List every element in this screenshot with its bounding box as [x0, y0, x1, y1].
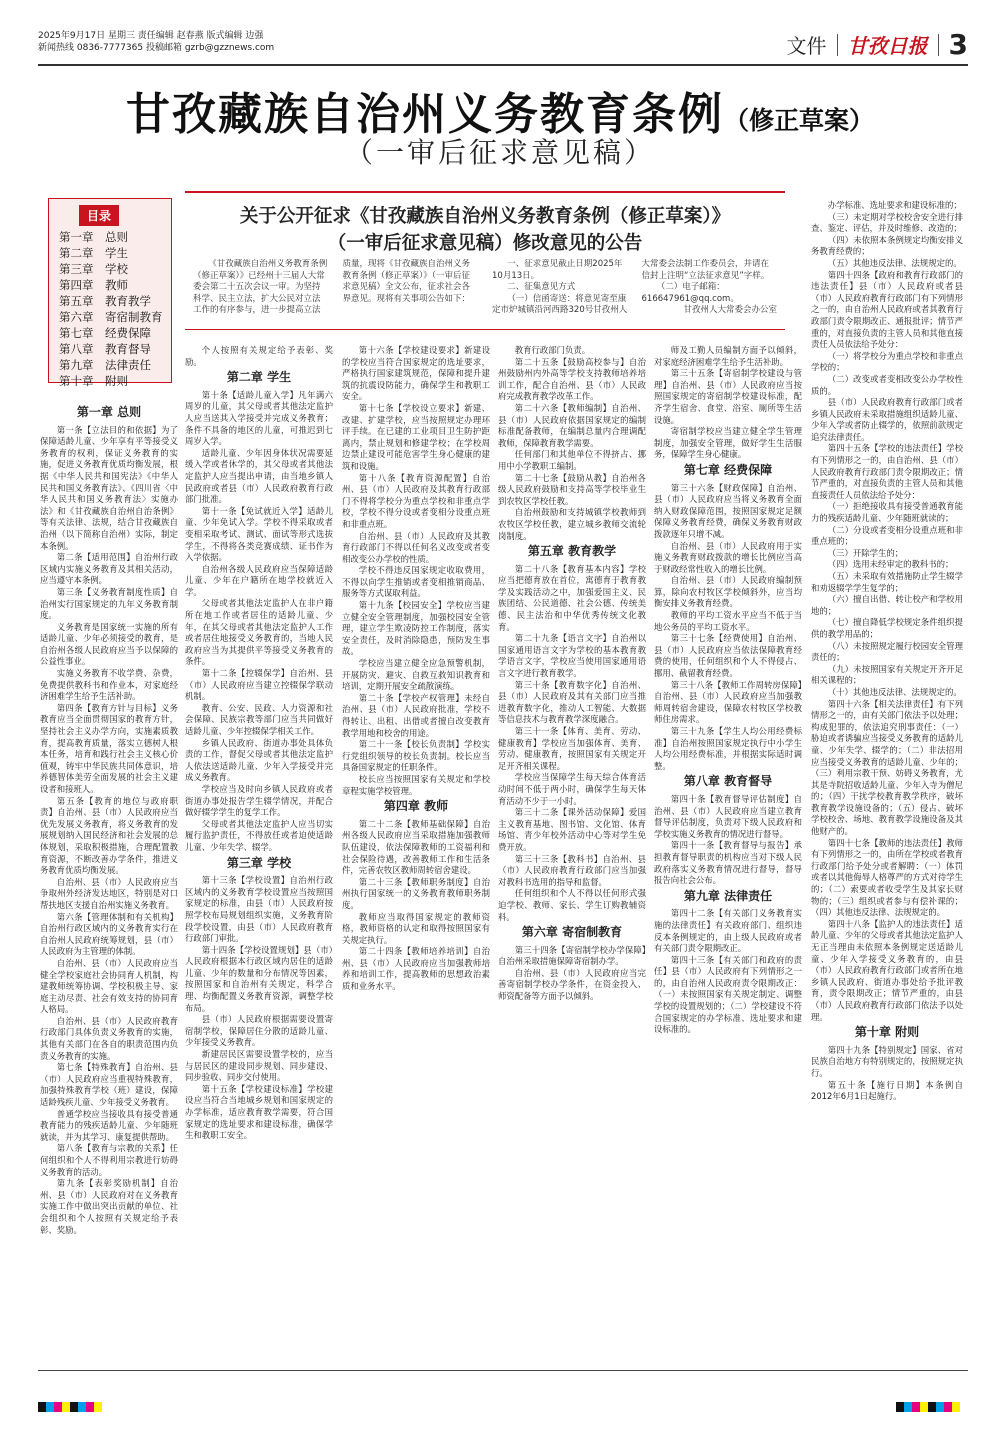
article-paragraph: 第六条【管理体制和有关机构】自治州行政区域内的义务教育实行在自治州人民政府统筹规划，县（市）人民政府为主管理的体制。	[40, 911, 178, 957]
toc-chapter-name: 经费保障	[105, 326, 151, 340]
page-number: 3	[948, 28, 968, 61]
article-paragraph: 第四十九条【特别规定】国家、省对民族自治地方有特别规定的，按照规定执行。	[811, 1044, 963, 1078]
article-paragraph: 第二十条【学校产权管理】未经自治州、县（市）人民政府批准，学校不得转让、出租、出借或者擅自改变教育教学用地和校舍的用途。	[342, 692, 490, 738]
article-paragraph: 办学标准、选址要求和建设标准的；	[827, 200, 962, 210]
article-paragraph: 适龄儿童、少年因身体状况需要延缓入学或者休学的，其父母或者其他法定监护人应当提出申请，由当地乡镇人民政府或者县（市）人民政府教育行政部门批准。	[185, 447, 333, 505]
article-paragraph: （二）改变或者变相改变公办学校性质的。	[811, 373, 963, 396]
article-paragraph: 自治州、县（市）人民政府及其教育行政部门不得以任何名义改变或者变相改变公办学校的性质。	[342, 530, 490, 564]
article-paragraph: 第十七条【学校设立要求】新建、改建、扩建学校，应当按照规定办理环评手续。在已建的工业项目卫生防护距离内，禁止规划和修建学校；在学校周边禁止建设可能危害学生身心健康的建筑和设施。	[342, 402, 490, 471]
article-paragraph: 第四十八条【监护人的违法责任】适龄儿童、少年的父母或者其他法定监护人无正当理由未依照本条例规定送适龄儿童、少年入学接受义务教育的，由县（市）人民政府教育行政部门或者所在地乡镇人民政府、街道办事处给予批评教育，责令限期改正；情节严重的，由县（市）人民政府教育行政部门依法予以处理。	[811, 918, 963, 1022]
colorbar-swatch	[54, 1402, 62, 1412]
notice-title	[185, 203, 785, 257]
print-colorbar-left	[38, 1402, 102, 1412]
article-paragraph: 自治州鼓励和支持城镇学校教师到农牧区学校任教，建立城乡教师交流轮岗制度。	[498, 507, 646, 541]
article-paragraph: （八）未按照规定履行校园安全管理责任的；	[811, 640, 963, 663]
contact-line: 新闻热线 0836-7777365 投稿邮箱 gzrb@gzznews.com	[38, 43, 275, 53]
article-paragraph: 第三十八条【教师工作周转房保障】自治州、县（市）人民政府应当加强教师周转宿舍建设，保障农村牧区学校教师住房需求。	[654, 679, 802, 725]
toc-item	[59, 293, 163, 309]
article-paragraph: 教育、公安、民政、人力资源和社会保障、民族宗教等部门应当共同做好适龄儿童、少年控辍保学相关工作。	[185, 702, 333, 736]
article-paragraph: 第十一条【免试就近入学】适龄儿童、少年免试入学。学校不得采取或者变相采取考试、测试、面试等形式选拔学生，不得将各类竞赛成绩、证书作为入学依据。	[185, 505, 333, 563]
article-paragraph: 自治州各级人民政府应当保障适龄儿童、少年在户籍所在地学校就近入学。	[185, 563, 333, 597]
masthead-divider	[837, 34, 838, 56]
article-paragraph: 第二十一条【校长负责制】学校实行党组织领导的校长负责制。校长应当具备国家规定的任职条件。	[342, 739, 490, 773]
colorbar-swatch	[78, 1402, 86, 1412]
colorbar-swatch	[896, 1402, 904, 1412]
article-paragraph: 自治州、县（市）人民政府应当健全学校家庭社会协同育人机制，构建教师统筹协调、学校积极主导、家庭主动尽责、社会有效支持的协同育人格局。	[40, 957, 178, 1015]
toc-chapter-name: 教育教学	[105, 294, 151, 308]
notice-paragraph: （二）电子邮箱：616647961@qq.com。	[641, 282, 739, 304]
toc-chapter-number: 第四章	[59, 278, 94, 292]
article-paragraph: 第四十六条【相关法律责任】有下列情形之一的，由有关部门依法予以处理；构成犯罪的，依法追究刑事责任：（一）胁迫或者诱骗应当接受义务教育的适龄儿童、少年失学、辍学的；（二）非法招用应当接受义务教育的适龄儿童、少年的；（三）利用宗教干预、妨碍义务教育，尤其是寺院招收适龄儿童、少年入寺为僧尼的；（四）干扰学校教育教学秩序，破坏教育教学设施设备的；（五）侵占、破坏学校校舍、场地、教育教学设施设备及其他财产的。	[811, 698, 963, 837]
article-paragraph: 第五十条【施行日期】本条例自2012年6月1日起施行。	[811, 1079, 963, 1102]
article-paragraph: 教育行政部门负责。	[514, 345, 591, 355]
article-paragraph: 第二十五条【鼓励高校参与】自治州鼓励州内外高等学校支持教师培养培训工作，配合自治州、县（市）人民政府完成教育教学改革工作。	[498, 356, 646, 402]
article-paragraph: 第八条【教育与宗教的关系】任何组织和个人不得利用宗教进行妨碍义务教育的活动。	[40, 1143, 178, 1177]
toc-item	[59, 309, 163, 325]
toc-chapter-number: 第二章	[59, 246, 94, 260]
article-paragraph: 第四十条【教育督导评估制度】自治州、县（市）人民政府应当建立教育督导评估制度，负责对下级人民政府和学校实施义务教育的情况进行督导。	[654, 793, 802, 839]
article-paragraph: 第四十一条【教育督导与报告】承担教育督导职责的机构应当对下级人民政府落实义务教育情况进行督导，督导报告向社会公布。	[654, 840, 802, 886]
colorbar-swatch	[46, 1402, 54, 1412]
article-paragraph: 第十八条【教育资源配置】自治州、县（市）人民政府及其教育行政部门不得将学校分为重点学校和非重点学校，学校不得分设或者变相分设重点班和非重点班。	[342, 472, 490, 529]
toc-chapter-number: 第八章	[59, 342, 94, 356]
notice-title-line: （一审后征求意见稿）修改意见的公告	[327, 233, 643, 254]
toc-chapter-number: 第一章	[59, 230, 94, 244]
article-column-3	[342, 345, 490, 1368]
article-paragraph: 学校应当建立健全应急预警机制，开展防灾、避灾、自救互救知识教育和培训，定期开展安全疏散演练。	[342, 658, 490, 692]
article-paragraph: 第三条【义务教育制度性质】自治州实行国家规定的九年义务教育制度。	[40, 586, 178, 621]
article-paragraph: （五）其他违反法律、法规规定的。	[827, 257, 962, 268]
article-paragraph: 实施义务教育不收学费、杂费，免费提供教科书和作业本，对家庭经济困难学生给予生活补助。	[40, 668, 178, 702]
article-paragraph: 县（市）人民政府根据需要设置寄宿制学校，保障居住分散的适龄儿童、少年接受义务教育。	[185, 1014, 333, 1048]
toc-chapter-name: 学生	[105, 246, 128, 260]
article-paragraph: 第二十八条【教育基本内容】学校应当把德育放在首位，寓德育于教育教学及实践活动之中，加强爱国主义、民族团结、公民道德、社会公德、传统美德、民主法治和中华优秀传统文化教育。	[498, 563, 646, 632]
paper-logo: 甘孜日报	[847, 34, 928, 58]
article-paragraph: 第三十五条【寄宿制学校建设与管理】自治州、县（市）人民政府应当按照国家规定的寄宿制学校建设标准，配齐学生宿舍、食堂、浴室、厕所等生活设施。	[654, 368, 802, 425]
toc-chapter-name: 学校	[105, 262, 128, 276]
article-paragraph: 师及工勤人员编制方面予以倾斜，对家庭经济困难学生给予生活补助。	[654, 345, 802, 367]
toc-chapter-number: 第三章	[59, 262, 94, 276]
article-paragraph: （六）擅自出借、转让校产和学校用地的；	[811, 594, 963, 616]
toc-chapter-name: 总则	[105, 230, 128, 244]
toc-list	[59, 229, 163, 389]
article-paragraph: 第四条【教育方针与目标】义务教育应当全面贯彻国家的教育方针，坚持社会主义办学方向，实施素质教育，提高教育质量，落实立德树人根本任务，培育和践行社会主义核心价值观，铸牢中华民族共同体意识，培养德智体美劳全面发展的社会主义建设者和接班人。	[40, 702, 178, 794]
toc-chapter-name: 法律责任	[105, 358, 151, 372]
article-paragraph: 父母或者其他法定监护人在非户籍所在地工作或者居住的适龄儿童、少年，在其父母或者其他法定监护人工作或者居住地接受义务教育的，当地人民政府应当为其提供平等接受义务教育的条件。	[185, 598, 333, 667]
toc-item	[59, 325, 163, 341]
article-paragraph: 自治州、县（市）人民政府应当争取州外经济发达地区，特别是对口帮扶地区支援自治州实施义务教育。	[40, 876, 178, 910]
print-colorbar-right	[896, 1402, 960, 1412]
article-paragraph: 第三十一条【体育、美育、劳动、健康教育】学校应当加强体育、美育、劳动、健康教育，按照国家有关规定开足开齐相关课程。	[498, 726, 646, 771]
colorbar-swatch	[920, 1402, 928, 1412]
notice-paragraph: 《甘孜藏族自治州义务教育条例（修正草案）》已经州十三届人大常委会第二十五次会议一审。为坚持科学、民主立法，扩大公民对立法工作的有序参与，进一步提高立法质量，现将《甘孜藏族自治州义务教育条例（修正草案）》（一审后征求意见稿）全文公布，征求社会各界意见。现将有关事项公告如下：	[193, 259, 471, 315]
article-paragraph: 乡镇人民政府、街道办事处具体负责的工作，督促父母或者其他法定监护人依法送适龄儿童、少年入学接受并完成义务教育。	[185, 737, 333, 783]
chapter-heading: 第二章 学生	[226, 370, 292, 385]
notice-title-line: 关于公开征求《甘孜藏族自治州义务教育条例（修正草案）》	[239, 206, 731, 227]
toc-item	[59, 357, 163, 373]
article-paragraph: 第三十四条【寄宿制学校办学保障】自治州采取措施保障寄宿制办学。	[498, 944, 646, 967]
colorbar-swatch	[912, 1402, 920, 1412]
chapter-heading: 第四章 教师	[383, 799, 449, 814]
article-paragraph: 寄宿制学校应当建立健全学生管理制度，加强安全管理，做好学生生活服务，保障学生身心健康。	[654, 426, 802, 460]
article-paragraph: 校长应当按照国家有关规定和学校章程实施学校管理。	[342, 773, 490, 796]
toc-heading: 目录	[79, 205, 119, 226]
article-paragraph: 第十条【适龄儿童入学】凡年满六周岁的儿童，其父母或者其他法定监护人应当送其入学接受并完成义务教育；条件不具备的地区的儿童，可推迟到七周岁入学。	[185, 389, 333, 447]
article-paragraph: 个人按照有关规定给予表彰、奖励。	[185, 345, 333, 367]
article-paragraph: （九）未按照国家有关规定开齐开足相关课程的；	[811, 663, 963, 686]
article-paragraph: 第四十三条【有关部门和政府的责任】县（市）人民政府有下列情形之一的，由自治州人民政府责令限期改正：（一）未按照国家有关规定制定、调整学校的设置规划的；（二）学校建设不符合国家规定的办学标准、选址要求和建设标准的。	[654, 954, 802, 1035]
notice-paragraph: 二、征集意见方式	[507, 282, 576, 292]
article-paragraph: 第三十三条【教科书】自治州、县（市）人民政府教育行政部门应当加强对教科书选用的指导和监督。	[498, 853, 646, 887]
article-paragraph: 第十五条【学校建设标准】学校建设应当符合当地城乡规划和国家规定的办学标准，适应教育教学需要，符合国家规定的选址要求和建设标准，确保学生和教职工安全。	[185, 1083, 333, 1141]
headline-suffix: （修正草案）	[723, 106, 874, 135]
article-paragraph: 任何组织和个人不得以任何形式强迫学校、教师、家长、学生订购教辅资料。	[498, 888, 646, 922]
chapter-heading: 第八章 教育督导	[683, 774, 773, 789]
toc-chapter-number: 第十章	[59, 374, 94, 388]
headline-main: 甘孜藏族自治州义务教育条例	[125, 89, 724, 140]
article-paragraph: 第十六条【学校建设要求】新建设的学校应当符合国家规定的选址要求，严格执行国家建筑规范，保障和提升建筑的抗震设防能力，确保学生和教职工安全。	[342, 345, 490, 402]
toc-chapter-number: 第九章	[59, 358, 94, 372]
article-paragraph: 第三十条【教育数字化】自治州、县（市）人民政府及其有关部门应当推进教育数字化，推动人工智能、大数据等信息技术与教育教学深度融合。	[498, 679, 646, 725]
colorbar-swatch	[94, 1402, 102, 1412]
article-paragraph: 第七条【特殊教育】自治州、县（市）人民政府应当重视特殊教育，加强特殊教育学校（班）建设，保障适龄残疾儿童、少年接受义务教育。	[40, 1062, 178, 1108]
article-column-5	[654, 345, 802, 1368]
article-paragraph: （七）擅自降低学校规定条件组织提供的教学用品的；	[811, 617, 963, 639]
article-paragraph: 第四十七条【教师的违法责任】教师有下列情形之一的，由所在学校或者教育行政部门给予处分或者解聘：（一）体罚或者以其他侮辱人格尊严的方式对待学生的；（二）索要或者收受学生及其家长财物的；（三）组织或者参与有偿补课的；（四）其他违反法律、法规规定的。	[811, 837, 963, 918]
article-paragraph: 学校不得违反国家规定收取费用，不得以向学生推销或者变相推销商品、服务等方式谋取利益。	[342, 565, 490, 599]
article-paragraph: （四）未依照本条例规定均衡安排义务教育经费的；	[811, 234, 963, 257]
article-paragraph: 第十二条【控辍保学】自治州、县（市）人民政府应当建立控辍保学联动机制。	[185, 668, 333, 702]
chapter-heading: 第十章 附则	[854, 1025, 920, 1040]
article-paragraph: （一）拒绝接收具有接受普通教育能力的残疾适龄儿童、少年随班就读的；	[811, 501, 963, 524]
toc-chapter-name: 教育督导	[105, 342, 151, 356]
header-rule	[38, 64, 968, 66]
article-paragraph: 义务教育是国家统一实施的所有适龄儿童、少年必须接受的教育，是自治州各级人民政府应当予以保障的公益性事业。	[40, 621, 178, 667]
toc-item	[59, 373, 163, 389]
article-paragraph: 学校应当保障学生每天综合体育活动时间不低于两小时，确保学生每天体育活动不少于一小时。	[498, 772, 646, 806]
article-paragraph: 第十四条【学校设置规划】县（市）人民政府根据本行政区域内居住的适龄儿童、少年的数量和分布情况等因素，按照国家和自治州有关规定，科学合理、均衡配置义务教育资源，调整学校布局。	[185, 944, 333, 1013]
article-paragraph: （二）分设或者变相分设重点班和非重点班的；	[811, 524, 963, 547]
notice-signature: 甘孜州人大常委会办公室	[683, 305, 777, 315]
article-column-4	[498, 345, 646, 1368]
article-paragraph: 任何部门和其他单位不得挤占、挪用中小学教职工编制。	[498, 449, 646, 471]
toc-chapter-name: 寄宿制教育	[105, 310, 163, 324]
article-paragraph: 第二十三条【教师职务制度】自治州执行国家统一的义务教育教师职务制度。	[342, 876, 490, 910]
article-paragraph: （三）开除学生的；	[827, 547, 904, 558]
article-paragraph: （四）选用未经审定的教科书的；	[827, 559, 954, 570]
article-paragraph: 第三十六条【财政保障】自治州、县（市）人民政府应当将义务教育全面纳入财政保障范围，按照国家规定足额保障义务教育经费，确保义务教育财政拨款逐年只增不减。	[654, 482, 802, 539]
article-paragraph: 第四十五条【学校的违法责任】学校有下列情形之一的，由自治州、县（市）人民政府教育行政部门责令限期改正；情节严重的，对直接负责的主管人员和其他直接责任人员依法给予处分：	[811, 443, 963, 500]
chapter-heading: 第一章 总则	[76, 405, 142, 419]
article-paragraph: 第十九条【校园安全】学校应当建立健全安全管理制度，加强校园安全管理，建立学生欺凌防控工作制度，落实安全责任，及时消除隐患，预防发生事故。	[342, 600, 490, 657]
colorbar-swatch	[70, 1402, 78, 1412]
section-name: 文件	[786, 34, 827, 58]
chapter-heading: 第五章 教育教学	[527, 544, 617, 559]
toc-chapter-number: 第六章	[59, 310, 94, 324]
article-paragraph: 父母或者其他法定监护人应当切实履行监护责任，不得放任或者迫使适龄儿童、少年失学、辍学。	[185, 818, 333, 852]
article-paragraph: 第一条【立法目的和依据】为了保障适龄儿童、少年享有平等接受义务教育的权利，保证义务教育的实施，促进义务教育优质均衡发展，根据《中华人民共和国宪法》《中华人民共和国义务教育法》、《四川省〈中华人民共和国义务教育法〉实施办法》和《甘孜藏族自治州自治条例》等有关法律、法规，结合甘孜藏族自治州（以下简称自治州）实际，制定本条例。	[40, 424, 178, 551]
chapter-heading: 第三章 学校	[226, 855, 292, 870]
colorbar-swatch	[936, 1402, 944, 1412]
masthead-info	[38, 30, 274, 54]
article-paragraph: （三）未定期对学校校舍安全进行排查、鉴定、评估，并及时维修、改造的；	[811, 211, 963, 234]
colorbar-swatch	[944, 1402, 952, 1412]
article-paragraph: 第二条【适用范围】自治州行政区域内实施义务教育及其相关活动，应当遵守本条例。	[40, 552, 178, 586]
toc-item	[59, 229, 163, 245]
masthead-divider	[938, 34, 939, 56]
headline-subtitle: （一审后征求意见稿）	[344, 136, 655, 169]
article-paragraph: 第三十二条【课外活动保障】爱国主义教育基地、图书馆、文化馆、体育场馆、青少年校外活动中心等对学生免费开放。	[498, 807, 646, 852]
article-column-6	[811, 200, 963, 1368]
article-paragraph: 教师的平均工资水平应当不低于当地公务员的平均工资水平。	[654, 610, 802, 632]
article-paragraph: 县（市）人民政府教育行政部门或者乡镇人民政府未采取措施组织适龄儿童、少年入学或者防止辍学的，依照前款规定追究法律责任。	[811, 397, 963, 442]
article-column-1	[40, 403, 178, 1368]
toc-item	[59, 261, 163, 277]
article-paragraph: 第三十九条【学生人均公用经费标准】自治州按照国家规定执行中小学生人均公用经费标准，并根据实际适时调整。	[654, 726, 802, 771]
toc-item	[59, 277, 163, 293]
colorbar-swatch	[928, 1402, 936, 1412]
toc-chapter-name: 教师	[105, 278, 128, 292]
toc-item	[59, 245, 163, 261]
article-paragraph: （五）未采取有效措施防止学生辍学和劝返辍学学生复学的；	[811, 571, 963, 593]
chapter-heading: 第六章 寄宿制教育	[521, 925, 623, 940]
colorbar-swatch	[62, 1402, 70, 1412]
toc-chapter-number: 第五章	[59, 294, 94, 308]
article-paragraph: （十）其他违反法律、法规规定的。	[827, 686, 962, 697]
article-paragraph: 新建居民区需要设置学校的，应当与居民区的建设同步规划、同步建设、同步验收、同步交付使用。	[185, 1049, 333, 1083]
notice-paragraph: （一）信函寄送：将意见寄至康定市炉城镇沿河西路320号甘孜州人大常委会法制工作委员会，并请在信封上注明“立法征求意见”字样。	[492, 259, 770, 315]
toc-item	[59, 341, 163, 357]
chapter-heading: 第九章 法律责任	[683, 888, 773, 903]
masthead-brand	[787, 28, 968, 61]
article-paragraph: 自治州、县（市）人民政府应当完善寄宿制学校办学条件，在资金投入、师资配备等方面予以倾斜。	[498, 967, 646, 1002]
table-of-contents	[48, 198, 172, 388]
article-paragraph: 教师应当取得国家规定的教师资格，教师资格的认定和取得按照国家有关规定执行。	[342, 911, 490, 945]
article-paragraph: 第三十七条【经费使用】自治州、县（市）人民政府应当依法保障教育经费的使用，任何组织和个人不得侵占、挪用、截留教育经费。	[654, 633, 802, 679]
article-paragraph: （一）将学校分为重点学校和非重点学校的；	[811, 350, 963, 373]
notice-box	[185, 191, 785, 330]
article-paragraph: 第二十二条【教师基础保障】自治州各级人民政府应当采取措施加强教师队伍建设，依法保障教师的工资福利和社会保险待遇，改善教师工作和生活条件，完善农牧区教师周转宿舍建设。	[342, 818, 490, 876]
article-paragraph: 普通学校应当接收具有接受普通教育能力的残疾适龄儿童、少年随班就读，并为其学习、康复提供帮助。	[40, 1108, 178, 1142]
chapter-heading: 第七章 经费保障	[683, 462, 773, 477]
colorbar-swatch	[904, 1402, 912, 1412]
article-paragraph: 第二十七条【鼓励从教】自治州各级人民政府鼓励和支持高等学校毕业生到农牧区学校任教。	[498, 472, 646, 506]
masthead	[38, 28, 968, 62]
colorbar-swatch	[952, 1402, 960, 1412]
article-paragraph: 学校应当及时向乡镇人民政府或者街道办事处报告学生辍学情况，并配合做好辍学学生的复学工作。	[185, 783, 333, 818]
article-column-2	[185, 345, 333, 1368]
notice-body	[193, 259, 777, 323]
article-paragraph: 第二十四条【教师培养培训】自治州、县（市）人民政府应当加强教师培养和培训工作，提高教师的思想政治素质和业务水平。	[342, 946, 490, 992]
article-paragraph: 第二十六条【教师编制】自治州、县（市）人民政府依据国家规定的编制标准配备教师，在编制总量内合理调配教师，保障教育教学需要。	[498, 402, 646, 448]
footer-rule	[38, 1370, 968, 1371]
article-paragraph: 自治州、县（市）人民政府编制预算，除向农村牧区学校倾斜外，应当均衡安排义务教育经费。	[654, 575, 802, 609]
notice-paragraph: 一、征求意见截止日期2025年10月13日。	[492, 259, 623, 281]
colorbar-swatch	[38, 1402, 46, 1412]
article-paragraph: 第十三条【学校设置】自治州行政区域内的义务教育学校设置应当按照国家规定的标准，由县（市）人民政府按照学校布局规划组织实施，义务教育阶段学校设置，由县（市）人民政府教育行政部门审批。	[185, 875, 333, 944]
article-paragraph: 第九条【表彰奖励机制】自治州、县（市）人民政府对在义务教育实施工作中做出突出贡献的单位、社会组织和个人按照有关规定给予表彰、奖励。	[40, 1178, 178, 1235]
toc-chapter-name: 附则	[105, 374, 128, 388]
article-paragraph: 自治州、县（市）人民政府教育行政部门具体负责义务教育的实施，其他有关部门在各自的职责范围内负责义务教育的实施。	[40, 1015, 178, 1061]
article-paragraph: 第四十二条【有关部门义务教育实施的法律责任】有关政府部门、组织违反本条例规定的，由上级人民政府或者有关部门责令限期改正。	[654, 908, 802, 954]
toc-chapter-number: 第七章	[59, 326, 94, 340]
date-line: 2025年9月17日 星期三 责任编辑 赵春燕 版式编辑 边强	[38, 31, 264, 41]
article-paragraph: 第四十四条【政府和教育行政部门的违法责任】县（市）人民政府或者县（市）人民政府教育行政部门有下列情形之一的，由自治州人民政府或者其教育行政部门责令限期改正、通报批评；情节严重的，对直接负责的主管人员和其他直接责任人员依法给予处分：	[811, 269, 963, 350]
colorbar-swatch	[86, 1402, 94, 1412]
article-paragraph: 第五条【教育的地位与政府职责】自治州、县（市）人民政府应当优先发展义务教育，将义务教育的发展规划纳入国民经济和社会发展的总体规划，采取积极措施，合理配置教育资源，不断改善办学条件，推进义务教育优质均衡发展。	[40, 795, 178, 876]
article-paragraph: 自治州、县（市）人民政府用于实施义务教育财政拨款的增长比例应当高于财政经常性收入的增长比例。	[654, 540, 802, 574]
article-paragraph: 第二十九条【语言文字】自治州以国家通用语言文字为学校的基本教育教学语言文字，学校应当使用国家通用语言文字进行教育教学。	[498, 633, 646, 679]
